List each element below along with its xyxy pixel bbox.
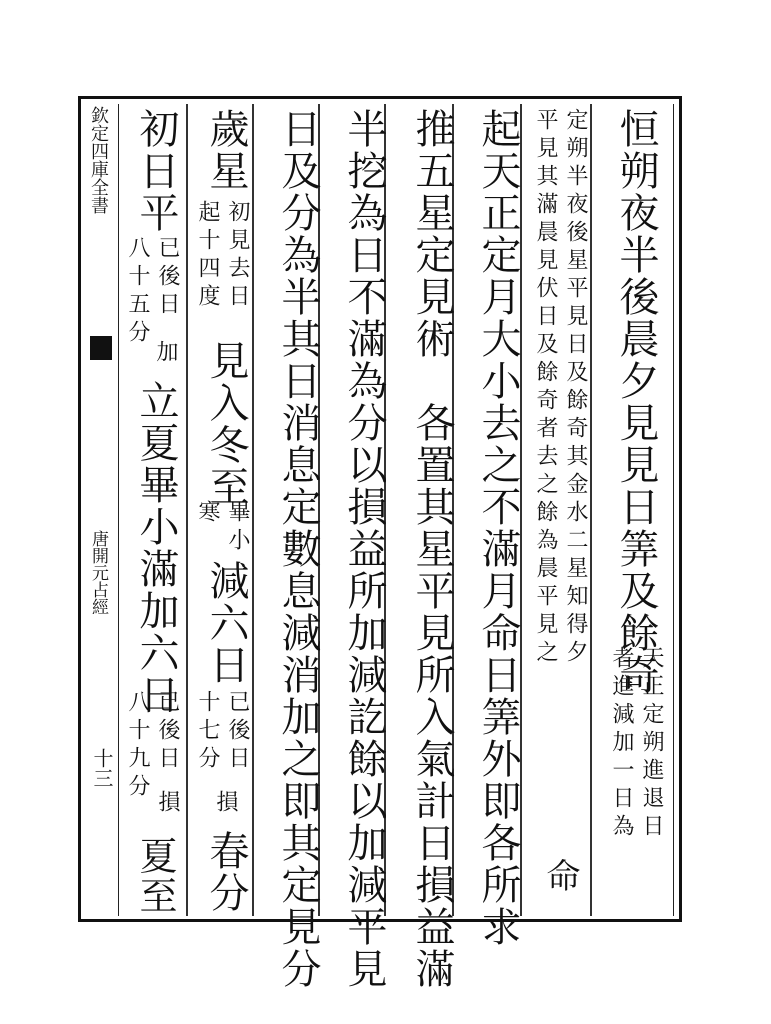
text-column-4: 推五星定見術 各置其星平見所入氣計日損益滿 <box>409 108 455 990</box>
annotation: 八十九分 <box>125 690 150 802</box>
text-column-3: 起天正定月大小去之不滿月命日筭外即各所求 <box>475 108 521 948</box>
text-column-1: 恒朔夜半後晨夕見見日筭及餘奇 <box>613 108 659 696</box>
series-title: 欽定四庫全書 <box>88 106 109 214</box>
page-number: 十三 <box>90 748 114 788</box>
annotation: 天正定朔進退日 <box>639 646 664 842</box>
annotation: 加 <box>153 340 178 368</box>
annotation: 損 <box>213 790 238 818</box>
text-segment: 減六日 <box>203 560 249 686</box>
text-char: 命 <box>540 858 580 898</box>
annotation: 已後日 <box>155 690 180 774</box>
text-segment: 見入冬至 <box>203 340 249 508</box>
annotation: 起十四度 <box>195 200 220 312</box>
annotation: 十七分 <box>195 690 220 774</box>
annotation: 者進減加一日為 <box>609 646 634 842</box>
annotation: 已後日 <box>155 236 180 320</box>
text-column-5: 半挖為日不滿為分以損益所加減訖餘以加減平見 <box>341 108 387 990</box>
annotation: 八十五分 <box>125 236 150 348</box>
text-column-6: 日及分為半其日消息定數息減消加之即其定見分 <box>275 108 321 990</box>
annotation: 初見去日 <box>225 200 250 312</box>
text-segment: 立夏畢小滿加六日 <box>133 380 179 716</box>
text-segment: 歲星 <box>203 108 249 192</box>
annotation: 損 <box>155 790 180 818</box>
text-segment: 初日平 <box>133 108 179 234</box>
book-title: 唐開元占經 <box>88 530 108 615</box>
annotation: 畢小 <box>225 500 250 556</box>
page-gutter <box>82 100 116 918</box>
annotation: 寒 <box>195 500 220 528</box>
annotation-column: 定朔半夜後星平見日及餘奇其金水二星知得夕 <box>563 108 588 668</box>
column-rule <box>186 104 188 916</box>
annotation: 已後日 <box>225 690 250 774</box>
text-segment: 春分 <box>203 830 249 914</box>
text-segment: 夏至 <box>133 836 177 916</box>
annotation-column: 平見其滿晨見伏日及餘奇者去之餘為晨平見之 <box>533 108 558 668</box>
fishtail-mark <box>90 336 112 360</box>
